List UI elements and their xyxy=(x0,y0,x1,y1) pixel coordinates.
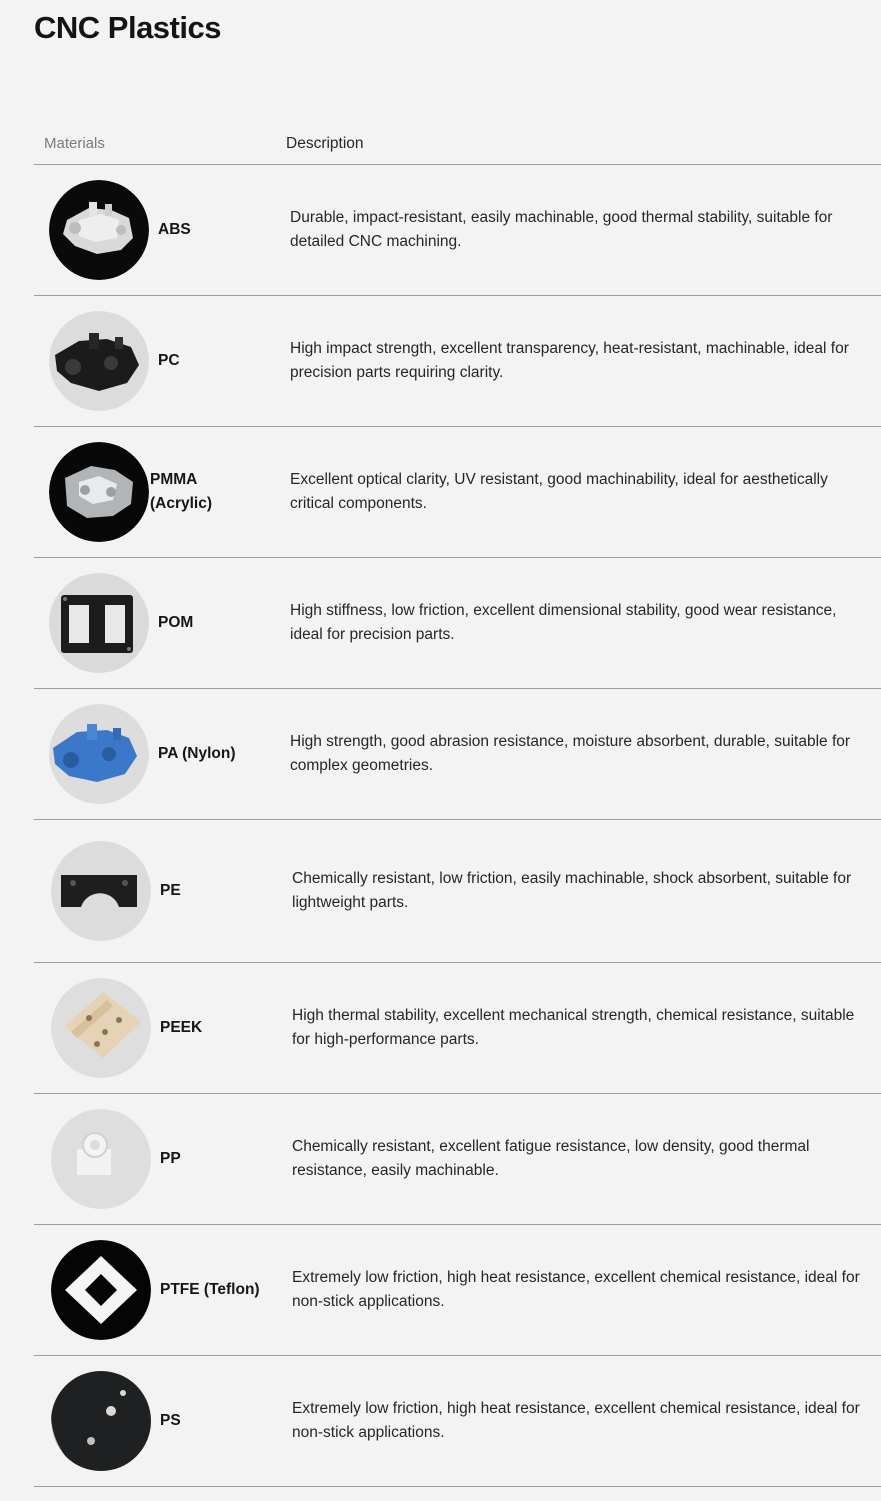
table-row xyxy=(34,1356,881,1487)
material-name: PP xyxy=(160,1150,181,1167)
material-description: Chemically resistant, excellent fatigue resistance, low density, good thermal resistance, easily machinable. xyxy=(292,1138,810,1179)
material-description: Chemically resistant, low friction, easily machinable, shock absorbent, suitable for lightweight parts. xyxy=(292,870,852,911)
table-row xyxy=(34,689,881,820)
material-description: High strength, good abrasion resistance, moisture absorbent, durable, suitable for complex geometries. xyxy=(290,733,851,774)
table-row xyxy=(34,427,881,558)
header-materials: Materials xyxy=(44,135,105,152)
material-description: High thermal stability, excellent mechanical strength, chemical resistance, suitable for high-performance parts. xyxy=(292,1007,855,1048)
material-description: Extremely low friction, high heat resistance, excellent chemical resistance, ideal for non-stick applications. xyxy=(292,1400,860,1441)
ps-part-icon xyxy=(51,1371,151,1471)
table-row xyxy=(34,558,881,689)
pe-part-icon xyxy=(51,841,151,941)
pom-part-icon xyxy=(49,573,149,673)
pc-part-icon xyxy=(49,311,149,411)
material-name: PA (Nylon) xyxy=(158,745,236,762)
material-description: High impact strength, excellent transparency, heat-resistant, machinable, ideal for precision parts requiring clarity. xyxy=(290,340,849,381)
table-header xyxy=(34,124,881,165)
material-name: PC xyxy=(158,352,180,369)
pa-part-icon xyxy=(49,704,149,804)
material-name: PTFE (Teflon) xyxy=(160,1281,260,1298)
material-name: PEEK xyxy=(160,1019,203,1036)
material-description: Excellent optical clarity, UV resistant, good machinability, ideal for aesthetically critical components. xyxy=(290,471,828,512)
materials-table xyxy=(34,124,881,1487)
material-name: PS xyxy=(160,1412,181,1429)
material-description: Extremely low friction, high heat resistance, excellent chemical resistance, ideal for non-stick applications. xyxy=(292,1269,860,1310)
pmma-part-icon xyxy=(49,442,149,542)
material-name: POM xyxy=(158,614,194,631)
material-name: PMMA (Acrylic) xyxy=(150,471,213,512)
table-row xyxy=(34,1094,881,1225)
abs-part-icon xyxy=(49,180,149,280)
material-name: PE xyxy=(160,882,181,899)
pp-part-icon xyxy=(51,1109,151,1209)
material-description: High stiffness, low friction, excellent dimensional stability, good wear resistance, ideal for precision parts. xyxy=(290,602,837,643)
table-row xyxy=(34,820,881,963)
material-description: Durable, impact-resistant, easily machinable, good thermal stability, suitable for detailed CNC machining. xyxy=(290,209,833,250)
ptfe-part-icon xyxy=(51,1240,151,1340)
table-row xyxy=(34,165,881,296)
page-title: CNC Plastics xyxy=(34,10,221,45)
peek-part-icon xyxy=(51,978,151,1078)
table-row xyxy=(34,1225,881,1356)
header-description: Description xyxy=(286,135,364,152)
material-name: ABS xyxy=(158,221,191,238)
table-row xyxy=(34,963,881,1094)
table-row xyxy=(34,296,881,427)
